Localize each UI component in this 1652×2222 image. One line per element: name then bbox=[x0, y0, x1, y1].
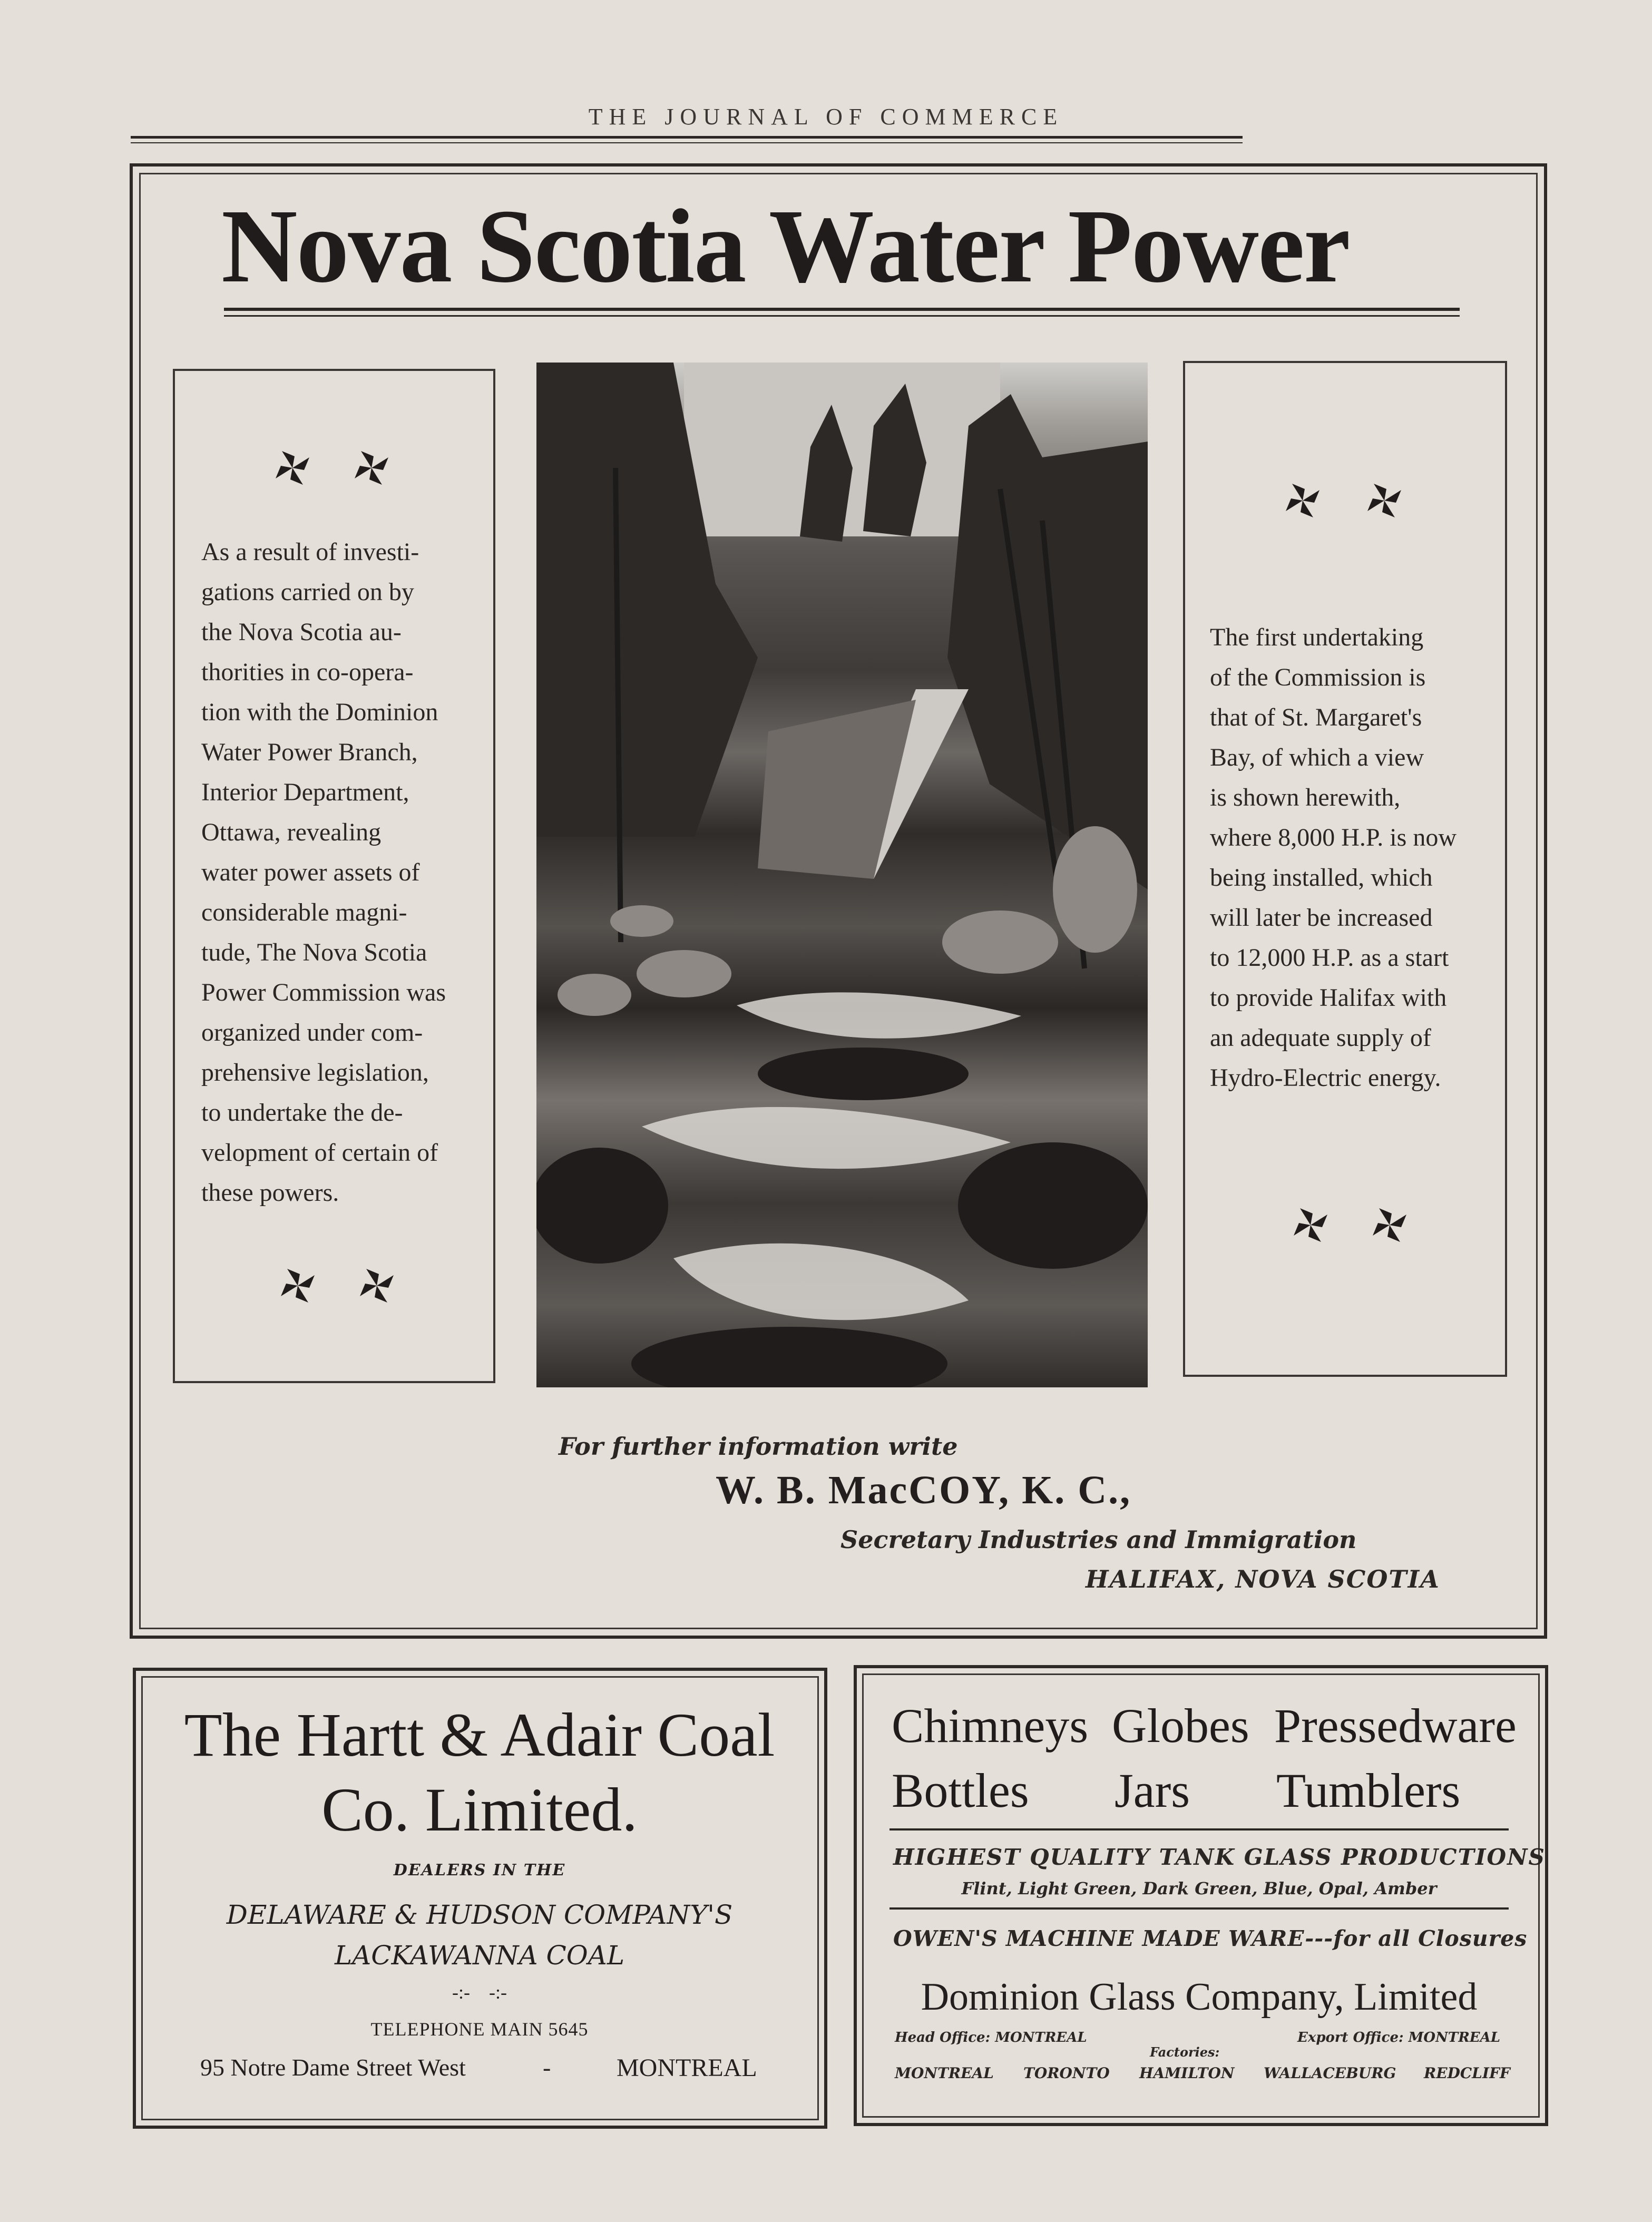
company-line1: DELAWARE & HUDSON COMPANY'S bbox=[226, 1900, 733, 1930]
contact-location: HALIFAX, NOVA SCOTIA bbox=[1086, 1565, 1440, 1593]
masthead-rule bbox=[131, 136, 1243, 139]
pinwheel-ornament-icon bbox=[350, 447, 393, 489]
text-line: Bay, of which a view bbox=[1210, 743, 1424, 771]
text-line: prehensive legislation, bbox=[201, 1059, 429, 1086]
waterfall-photograph bbox=[536, 363, 1148, 1387]
glass-rule-2 bbox=[889, 1907, 1509, 1910]
pinwheel-ornament-icon bbox=[1368, 1204, 1411, 1246]
text-line: is shown herewith, bbox=[1210, 784, 1401, 811]
text-line: of the Commission is bbox=[1210, 663, 1426, 691]
text-line: that of St. Margaret's bbox=[1210, 703, 1422, 731]
text-line: to undertake the de- bbox=[201, 1099, 403, 1127]
text-line: thorities in co-opera- bbox=[201, 658, 414, 686]
left-column-text bbox=[201, 532, 470, 1213]
text-line: these powers. bbox=[201, 1179, 339, 1207]
headline-rule-thin bbox=[224, 315, 1460, 317]
info-prompt: For further information write bbox=[559, 1432, 958, 1461]
text-line: the Nova Scotia au- bbox=[201, 618, 402, 646]
text-line: The first undertaking bbox=[1210, 623, 1424, 651]
text-line: tude, The Nova Scotia bbox=[201, 938, 427, 966]
factory-wallaceburg: WALLACEBURG bbox=[1264, 2064, 1396, 2082]
product-tumblers: Tumblers bbox=[1276, 1764, 1461, 1817]
glass-company-name: Dominion Glass Company, Limited bbox=[921, 1975, 1478, 2019]
text-line: Hydro-Electric energy. bbox=[1210, 1064, 1441, 1092]
factory-redcliff: REDCLIFF bbox=[1424, 2064, 1510, 2082]
text-line: being installed, which bbox=[1210, 864, 1433, 892]
factory-hamilton: HAMILTON bbox=[1139, 2064, 1235, 2082]
factory-montreal: MONTREAL bbox=[895, 2064, 994, 2082]
glass-rule-1 bbox=[889, 1828, 1509, 1831]
text-line: Ottawa, revealing bbox=[201, 818, 382, 846]
contact-name: W. B. MacCOY, K. C., bbox=[716, 1468, 1132, 1512]
text-line: velopment of certain of bbox=[201, 1139, 438, 1167]
text-line: Interior Department, bbox=[201, 778, 409, 806]
separator-ornament: -:- -:- bbox=[452, 1982, 507, 2003]
text-line: Water Power Branch, bbox=[201, 738, 418, 766]
pinwheel-ornament-icon bbox=[356, 1265, 398, 1307]
city: MONTREAL bbox=[617, 2054, 757, 2082]
text-line: to provide Halifax with bbox=[1210, 984, 1447, 1012]
right-column-text bbox=[1210, 618, 1481, 1098]
text-line: will later be increased bbox=[1210, 904, 1433, 932]
product-pressedware: Pressedware bbox=[1274, 1699, 1517, 1753]
quality-line: HIGHEST QUALITY TANK GLASS PRODUCTIONS bbox=[893, 1844, 1546, 1870]
factories-label: Factories: bbox=[1150, 2044, 1220, 2060]
text-line: tion with the Dominion bbox=[201, 698, 438, 726]
text-line: gations carried on by bbox=[201, 578, 414, 606]
photo-scene bbox=[536, 363, 1148, 1387]
owens-line: OWEN'S MACHINE MADE WARE---for all Closures bbox=[893, 1926, 1528, 1951]
text-line: where 8,000 H.P. is now bbox=[1210, 824, 1457, 851]
text-line: water power assets of bbox=[201, 858, 420, 886]
export-office: Export Office: MONTREAL bbox=[1297, 2030, 1501, 2045]
masthead-rule-thin bbox=[131, 142, 1243, 143]
pinwheel-ornament-icon bbox=[1282, 479, 1324, 522]
text-line: As a result of investi- bbox=[201, 538, 419, 566]
hartt-title-line1: The Hartt & Adair Coal bbox=[184, 1700, 775, 1769]
pinwheel-ornament-icon bbox=[1289, 1204, 1332, 1246]
hartt-title-line2: Co. Limited. bbox=[321, 1775, 638, 1844]
address-dash: - bbox=[543, 2054, 551, 2081]
pinwheel-ornament-icon bbox=[271, 447, 314, 489]
ad-headline: Nova Scotia Water Power bbox=[221, 188, 1350, 305]
dealers-label: DEALERS IN THE bbox=[393, 1861, 566, 1880]
contact-title: Secretary Industries and Immigration bbox=[840, 1525, 1357, 1554]
text-line: an adequate supply of bbox=[1210, 1024, 1431, 1052]
product-jars: Jars bbox=[1115, 1764, 1190, 1817]
factory-toronto: TORONTO bbox=[1023, 2064, 1110, 2082]
product-bottles: Bottles bbox=[892, 1764, 1029, 1817]
masthead: THE JOURNAL OF COMMERCE bbox=[588, 104, 1064, 130]
product-globes: Globes bbox=[1112, 1699, 1249, 1753]
text-line: Power Commission was bbox=[201, 978, 446, 1006]
head-office: Head Office: MONTREAL bbox=[895, 2030, 1087, 2045]
telephone: TELEPHONE MAIN 5645 bbox=[370, 2019, 589, 2040]
pinwheel-ornament-icon bbox=[1363, 479, 1405, 522]
text-line: considerable magni- bbox=[201, 898, 407, 926]
pinwheel-ornament-icon bbox=[277, 1265, 319, 1307]
text-line: organized under com- bbox=[201, 1019, 423, 1046]
product-chimneys: Chimneys bbox=[892, 1699, 1089, 1753]
address: 95 Notre Dame Street West bbox=[200, 2054, 466, 2081]
text-line: to 12,000 H.P. as a start bbox=[1210, 944, 1449, 972]
colors-line: Flint, Light Green, Dark Green, Blue, Opal, Amber bbox=[961, 1878, 1437, 1898]
headline-rule bbox=[224, 308, 1460, 311]
company-line2: LACKAWANNA COAL bbox=[334, 1940, 625, 1971]
